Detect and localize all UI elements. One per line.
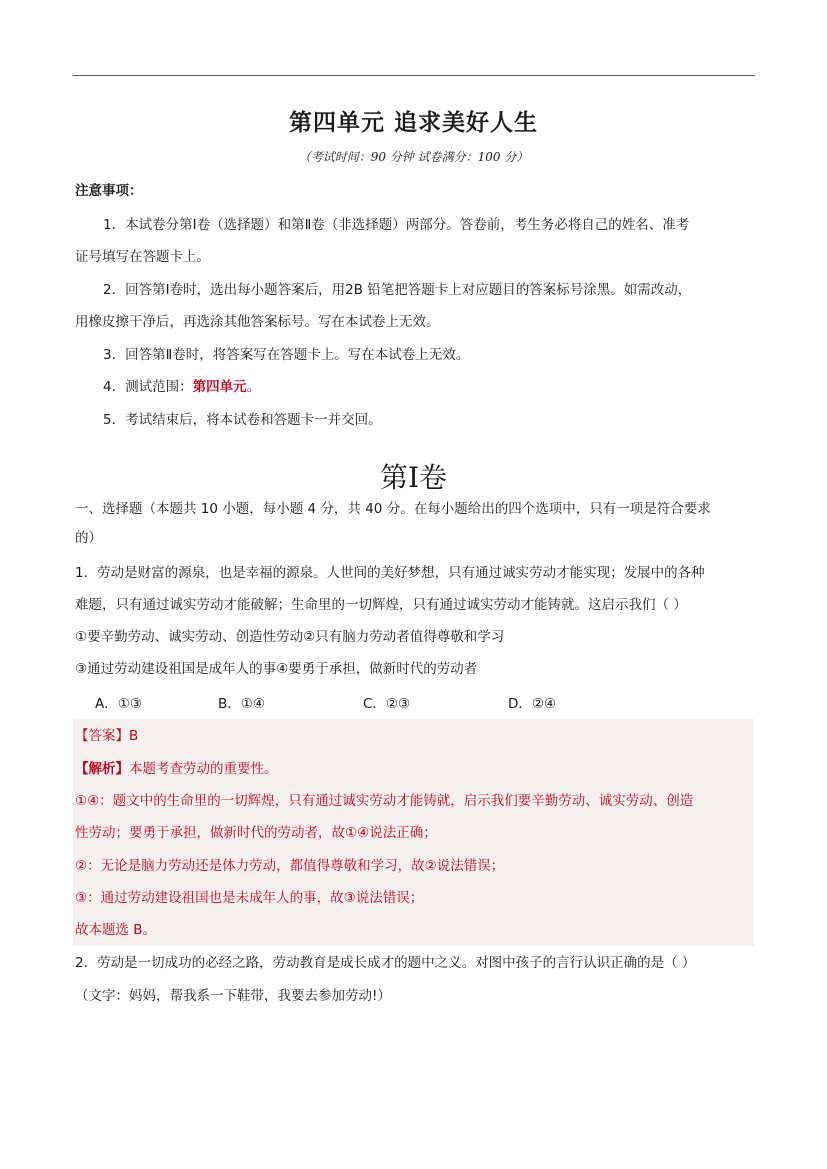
q1-option-d: D．②④ (508, 696, 557, 712)
q1-explain-3: ③：通过劳动建设祖国也是未成年人的事，故③说法错误； (75, 890, 424, 906)
q1-explain-1: ①④：题文中的生命里的一切辉煌，只有通过诚实劳动才能铸就，启示我们要辛勤劳动、诚实劳动、创造 (75, 793, 694, 809)
q1-explain-2: ②：无论是脑力劳动还是体力劳动，都值得尊敬和学习，故②说法错误； (75, 858, 505, 874)
q2-caption: （文字：妈妈，帮我系一下鞋带，我要去参加劳动!） (75, 988, 391, 1004)
q1-analysis (75, 759, 278, 779)
page-title: 第四单元 追求美好人生 (288, 109, 538, 136)
q1-option-b: B．①④ (218, 696, 265, 712)
q1-statement-1: ①要辛勤劳动、诚实劳动、创造性劳动②只有脑力劳动者值得尊敬和学习 (75, 629, 505, 645)
q1-explain-1-cont: 性劳动；要勇于承担，做新时代的劳动者，故①④说法正确； (75, 825, 437, 841)
q1-option-a: A．①③ (95, 696, 142, 712)
notice-item-4 (103, 377, 260, 397)
scope-prefix: 4．测试范围： (103, 379, 193, 395)
part1-intro: 一、选择题（本题共 10 小题，每小题 4 分，共 40 分。在每小题给出的四个选项中，只有一项是符合要求 (75, 501, 711, 517)
q1-option-c: C．②③ (363, 696, 411, 712)
notice-item-5: 5．考试结束后，将本试卷和答题卡一并交回。 (103, 412, 382, 428)
part1-intro-cont: 的） (75, 530, 102, 546)
exam-info: （考试时间：90 分钟 试卷满分：100 分） (298, 150, 529, 164)
notice-heading: 注意事项： (75, 183, 143, 199)
analysis-text: 本题考查劳动的重要性。 (129, 761, 278, 777)
notice-item-3: 3．回答第Ⅱ卷时，将答案写在答题卡上。写在本试卷上无效。 (103, 347, 470, 363)
q1-explain-conclusion: 故本题选 B。 (75, 922, 157, 938)
notice-item-1: 1．本试卷分第Ⅰ卷（选择题）和第Ⅱ卷（非选择题）两部分。答卷前，考生务必将自己的姓名、准考 (103, 217, 690, 233)
q2-stem: 2．劳动是一切成功的必经之路，劳动教育是成长成才的题中之义。对图中孩子的言行认识正确的是（ ） (75, 955, 696, 971)
scope-value: 第四单元 (192, 379, 247, 395)
analysis-label: 【解析】 (75, 761, 129, 777)
section-title: 第I卷 (379, 461, 448, 494)
notice-item-1-cont: 证号填写在答题卡上。 (75, 249, 210, 265)
notice-item-2-cont: 用橡皮擦干净后，再选涂其他答案标号。写在本试卷上无效。 (75, 314, 440, 330)
header-rule (73, 75, 755, 76)
q1-stem-cont: 难题，只有通过诚实劳动才能破解；生命里的一切辉煌，只有通过诚实劳动才能铸就。这启示我们（ ） (75, 597, 687, 613)
notice-item-2: 2．回答第Ⅰ卷时，选出每小题答案后，用2B 铅笔把答题卡上对应题目的答案标号涂黑。如需改动， (103, 282, 692, 298)
q1-statement-2: ③通过劳动建设祖国是成年人的事④要勇于承担，做新时代的劳动者 (75, 661, 478, 677)
q1-stem: 1．劳动是财富的源泉，也是幸福的源泉。人世间的美好梦想，只有通过诚实劳动才能实现；发展中的各种 (75, 565, 705, 581)
q1-answer: 【答案】B (75, 728, 139, 744)
scope-suffix: 。 (246, 379, 261, 395)
